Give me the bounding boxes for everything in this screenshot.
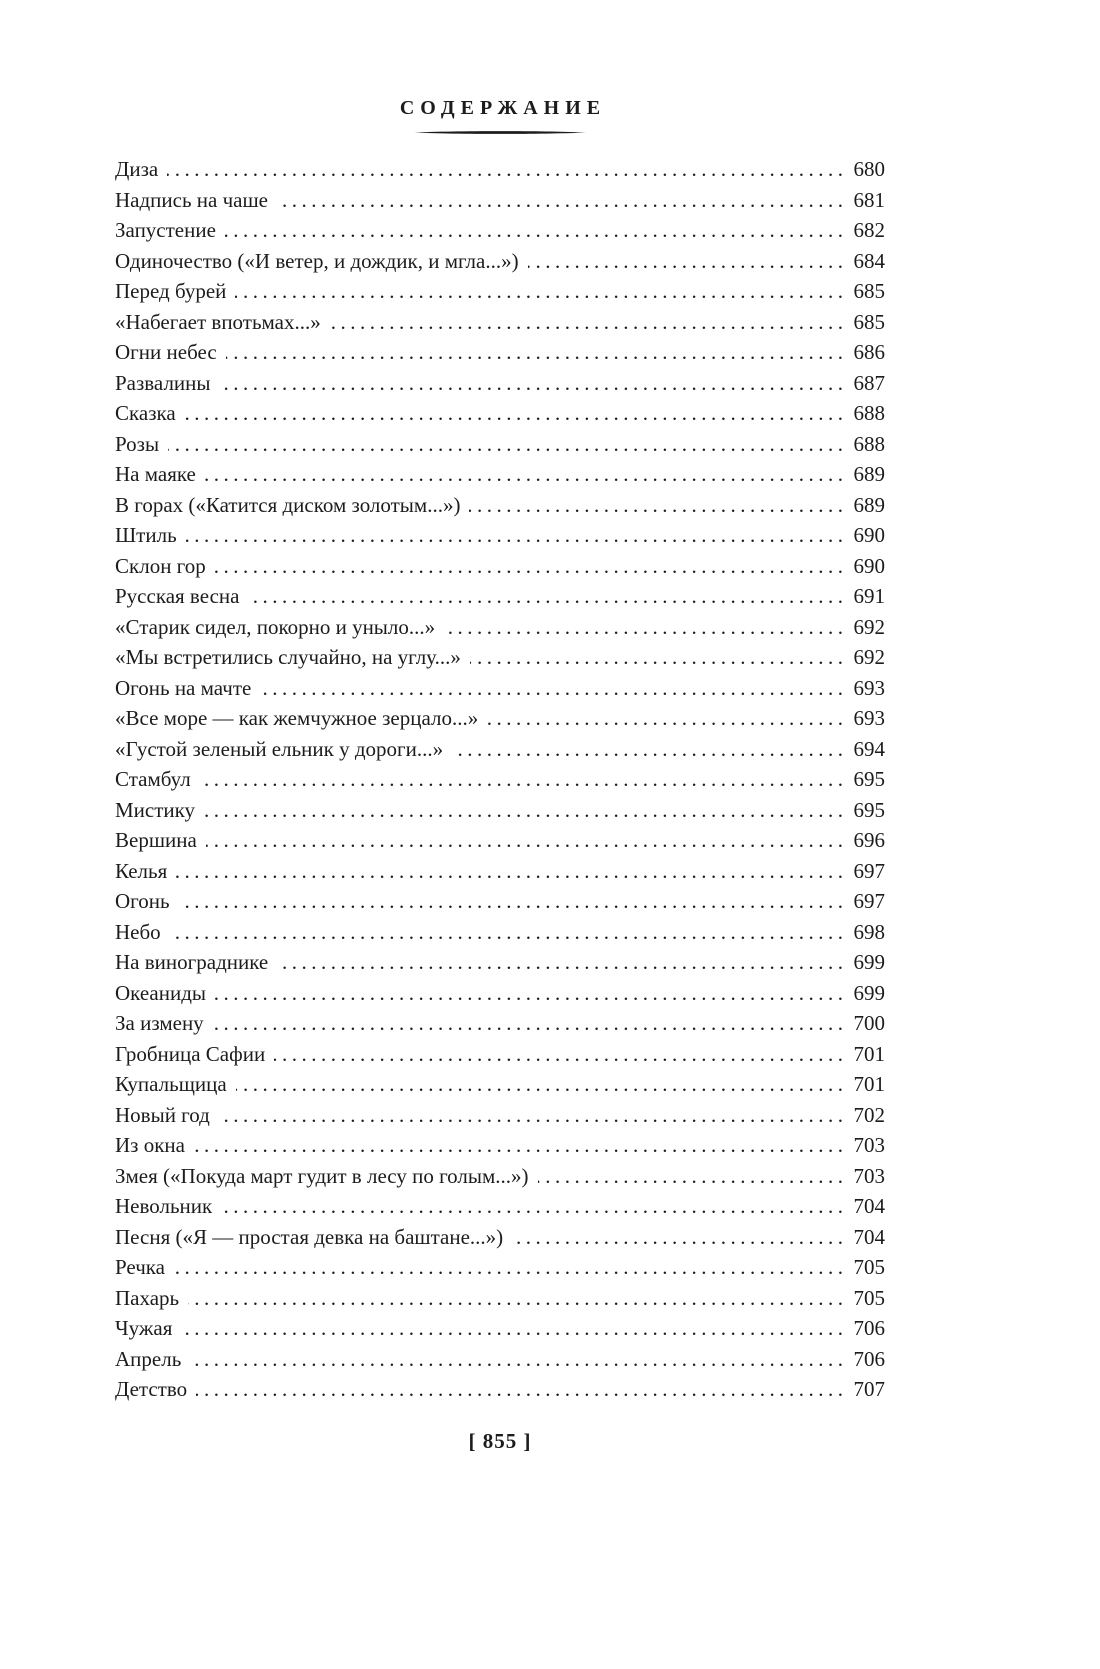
- toc-entry: [115, 307, 885, 338]
- dot-leader: [277, 947, 847, 978]
- toc-entry-page: 704: [853, 1194, 885, 1218]
- toc-entry-title: На винограднике: [115, 950, 269, 974]
- dot-leader: [330, 307, 848, 338]
- toc-entry: [115, 642, 885, 673]
- toc-entry-title: Песня («Я — простая девка на баштане...»): [115, 1224, 504, 1249]
- toc-entry: [115, 703, 885, 734]
- toc-entry: [115, 1252, 885, 1283]
- dot-leader: [248, 581, 847, 612]
- toc-entry-page: 702: [853, 1102, 885, 1127]
- toc-entry-title: Купальщица: [115, 1072, 227, 1096]
- toc-entry: [115, 1283, 885, 1314]
- toc-entry-title: Мистику: [115, 797, 196, 822]
- toc-entry-page: 706: [853, 1316, 885, 1340]
- toc-entry-page: 697: [853, 858, 885, 883]
- toc-entry-page: 700: [853, 1011, 885, 1035]
- dot-leader: [470, 642, 848, 673]
- toc-entry-page: 705: [853, 1255, 885, 1279]
- toc-entry: [115, 185, 885, 216]
- toc-entry-page: 698: [853, 919, 885, 944]
- dot-leader: [188, 1283, 847, 1314]
- toc-entry: [115, 1191, 885, 1222]
- toc-list: [115, 154, 885, 1405]
- toc-entry: [115, 947, 885, 978]
- toc-entry-title: «Набегает впотьмах...»: [115, 309, 321, 334]
- toc-entry-page: 697: [853, 889, 885, 913]
- toc-entry-page: 681: [853, 187, 885, 212]
- dot-leader: [204, 795, 847, 826]
- toc-entry-page: 690: [853, 553, 885, 578]
- toc-entry-title: Огонь: [115, 889, 170, 913]
- toc-entry-page: 688: [853, 401, 885, 425]
- toc-entry: [115, 490, 885, 521]
- dot-leader: [452, 734, 847, 765]
- toc-entry-page: 694: [853, 736, 885, 761]
- dot-leader: [236, 1069, 848, 1100]
- toc-entry: [115, 795, 885, 826]
- dot-leader: [174, 1252, 848, 1283]
- dot-leader: [170, 917, 848, 948]
- toc-entry: [115, 764, 885, 795]
- toc-entry: [115, 1100, 885, 1131]
- dot-leader: [190, 1344, 847, 1375]
- toc-entry-title: Пахарь: [115, 1285, 180, 1310]
- toc-entry-title: На маяке: [115, 462, 196, 486]
- dot-leader: [185, 398, 848, 429]
- dot-leader: [200, 764, 848, 795]
- dot-leader: [260, 673, 847, 704]
- toc-entry-title: Огонь на мачте: [115, 675, 252, 700]
- page-footer: [115, 1429, 885, 1454]
- toc-entry: [115, 459, 885, 490]
- toc-entry-title: Запустение: [115, 218, 216, 242]
- dot-leader: [219, 1100, 848, 1131]
- toc-entry-page: 689: [853, 492, 885, 517]
- toc-entry-title: Невольник: [115, 1194, 213, 1218]
- dot-leader: [205, 459, 848, 490]
- toc-entry-title: Огни небес: [115, 340, 217, 364]
- toc-entry: [115, 1374, 885, 1405]
- page-title: СОДЕРЖАНИЕ: [399, 97, 607, 119]
- dot-leader: [176, 856, 847, 887]
- toc-entry-page: 706: [853, 1346, 885, 1371]
- toc-entry-title: «Густой зеленый ельник у дороги...»: [115, 736, 444, 761]
- toc-entry: [115, 581, 885, 612]
- toc-entry-title: Чужая: [115, 1316, 173, 1340]
- toc-entry-title: Развалины: [115, 370, 211, 395]
- dot-leader: [220, 368, 848, 399]
- page-number: [ 855 ]: [468, 1428, 532, 1453]
- toc-entry-title: Гробница Сафии: [115, 1041, 266, 1066]
- toc-entry: [115, 1222, 885, 1253]
- toc-entry: [115, 856, 885, 887]
- toc-entry-title: Из окна: [115, 1133, 185, 1157]
- toc-entry-title: За измену: [115, 1011, 204, 1035]
- toc-entry: [115, 1161, 885, 1192]
- dot-leader: [444, 612, 847, 643]
- toc-entry-page: 684: [853, 248, 885, 273]
- dot-leader: [215, 551, 848, 582]
- toc-entry-page: 704: [853, 1224, 885, 1249]
- toc-entry-title: Надпись на чаше: [115, 187, 268, 212]
- dot-leader: [186, 520, 848, 551]
- toc-entry-title: «Все море — как жемчужное зерцало...»: [115, 706, 479, 730]
- book-page: [115, 0, 885, 1454]
- toc-entry-page: 680: [853, 157, 885, 181]
- dot-leader: [225, 215, 848, 246]
- toc-entry-page: 703: [853, 1133, 885, 1157]
- toc-entry: [115, 1130, 885, 1161]
- toc-entry-title: Штиль: [115, 523, 177, 547]
- decorative-rule: [115, 129, 885, 136]
- toc-entry: [115, 398, 885, 429]
- toc-entry-page: 692: [853, 614, 885, 639]
- dot-leader: [277, 185, 848, 216]
- dot-leader: [194, 1130, 848, 1161]
- dot-leader: [167, 154, 847, 185]
- toc-entry: [115, 886, 885, 917]
- toc-entry-page: 705: [853, 1285, 885, 1310]
- toc-entry-page: 691: [853, 584, 885, 608]
- toc-entry-title: Новый год: [115, 1102, 210, 1127]
- toc-entry: [115, 734, 885, 765]
- toc-entry-title: Детство: [115, 1377, 188, 1401]
- toc-entry-title: Апрель: [115, 1346, 182, 1371]
- toc-entry: [115, 551, 885, 582]
- toc-entry: [115, 246, 885, 277]
- toc-entry: [115, 673, 885, 704]
- dot-leader: [181, 1313, 847, 1344]
- toc-entry-page: 701: [853, 1072, 885, 1096]
- toc-entry: [115, 215, 885, 246]
- toc-entry-title: Змея («Покуда март гудит в лесу по голым...»): [115, 1163, 529, 1188]
- toc-entry: [115, 825, 885, 856]
- dot-leader: [213, 1008, 848, 1039]
- toc-entry-title: Русская весна: [115, 584, 240, 608]
- toc-entry-page: 703: [853, 1163, 885, 1188]
- toc-entry-page: 693: [853, 675, 885, 700]
- toc-entry-title: Склон гор: [115, 553, 206, 578]
- toc-entry-page: 687: [853, 370, 885, 395]
- dot-leader: [528, 246, 848, 277]
- toc-entry: [115, 368, 885, 399]
- toc-entry-page: 701: [853, 1041, 885, 1066]
- dot-leader: [487, 703, 847, 734]
- dot-leader: [196, 1374, 847, 1405]
- toc-header: [115, 97, 885, 136]
- dot-leader: [235, 276, 847, 307]
- dot-leader: [512, 1222, 847, 1253]
- toc-entry: [115, 1313, 885, 1344]
- dot-leader: [168, 429, 847, 460]
- toc-entry: [115, 154, 885, 185]
- toc-entry: [115, 978, 885, 1009]
- toc-entry-page: 707: [853, 1377, 885, 1401]
- toc-entry-page: 686: [853, 340, 885, 364]
- toc-entry-page: 693: [853, 706, 885, 730]
- toc-entry-title: Диза: [115, 157, 159, 181]
- toc-entry-page: 699: [853, 980, 885, 1005]
- toc-entry-title: Розы: [115, 431, 160, 456]
- toc-entry-page: 685: [853, 279, 885, 303]
- toc-entry-page: 695: [853, 797, 885, 822]
- toc-entry-page: 696: [853, 828, 885, 852]
- toc-entry-page: 692: [853, 645, 885, 669]
- toc-entry: [115, 520, 885, 551]
- toc-entry-title: «Старик сидел, покорно и уныло...»: [115, 614, 436, 639]
- dot-leader: [215, 978, 847, 1009]
- toc-entry-title: «Мы встретились случайно, на углу...»: [115, 645, 461, 669]
- toc-entry-title: Сказка: [115, 401, 176, 425]
- dot-leader: [226, 337, 848, 368]
- toc-entry-title: Речка: [115, 1255, 165, 1279]
- toc-entry-title: Келья: [115, 858, 168, 883]
- toc-entry-page: 685: [853, 309, 885, 334]
- toc-entry-page: 682: [853, 218, 885, 242]
- toc-entry: [115, 429, 885, 460]
- dot-leader: [274, 1039, 847, 1070]
- toc-entry-page: 699: [853, 950, 885, 974]
- toc-entry-title: Стамбул: [115, 767, 191, 791]
- toc-entry: [115, 1008, 885, 1039]
- dot-leader: [538, 1161, 848, 1192]
- toc-entry-title: Океаниды: [115, 980, 207, 1005]
- toc-entry: [115, 1344, 885, 1375]
- toc-entry-page: 688: [853, 431, 885, 456]
- toc-entry-title: Вершина: [115, 828, 197, 852]
- dot-leader: [469, 490, 847, 521]
- dot-leader: [221, 1191, 847, 1222]
- toc-entry: [115, 1039, 885, 1070]
- toc-entry-title: Одиночество («И ветер, и дождик, и мгла...»): [115, 248, 519, 273]
- toc-entry-page: 695: [853, 767, 885, 791]
- toc-entry-title: В горах («Катится диском золотым...»): [115, 492, 461, 517]
- dot-leader: [206, 825, 848, 856]
- toc-entry: [115, 612, 885, 643]
- toc-entry-title: Небо: [115, 919, 161, 944]
- toc-entry: [115, 276, 885, 307]
- dot-leader: [179, 886, 848, 917]
- toc-entry: [115, 337, 885, 368]
- toc-entry: [115, 917, 885, 948]
- toc-entry-page: 690: [853, 523, 885, 547]
- toc-entry-title: Перед бурей: [115, 279, 227, 303]
- toc-entry-page: 689: [853, 462, 885, 486]
- toc-entry: [115, 1069, 885, 1100]
